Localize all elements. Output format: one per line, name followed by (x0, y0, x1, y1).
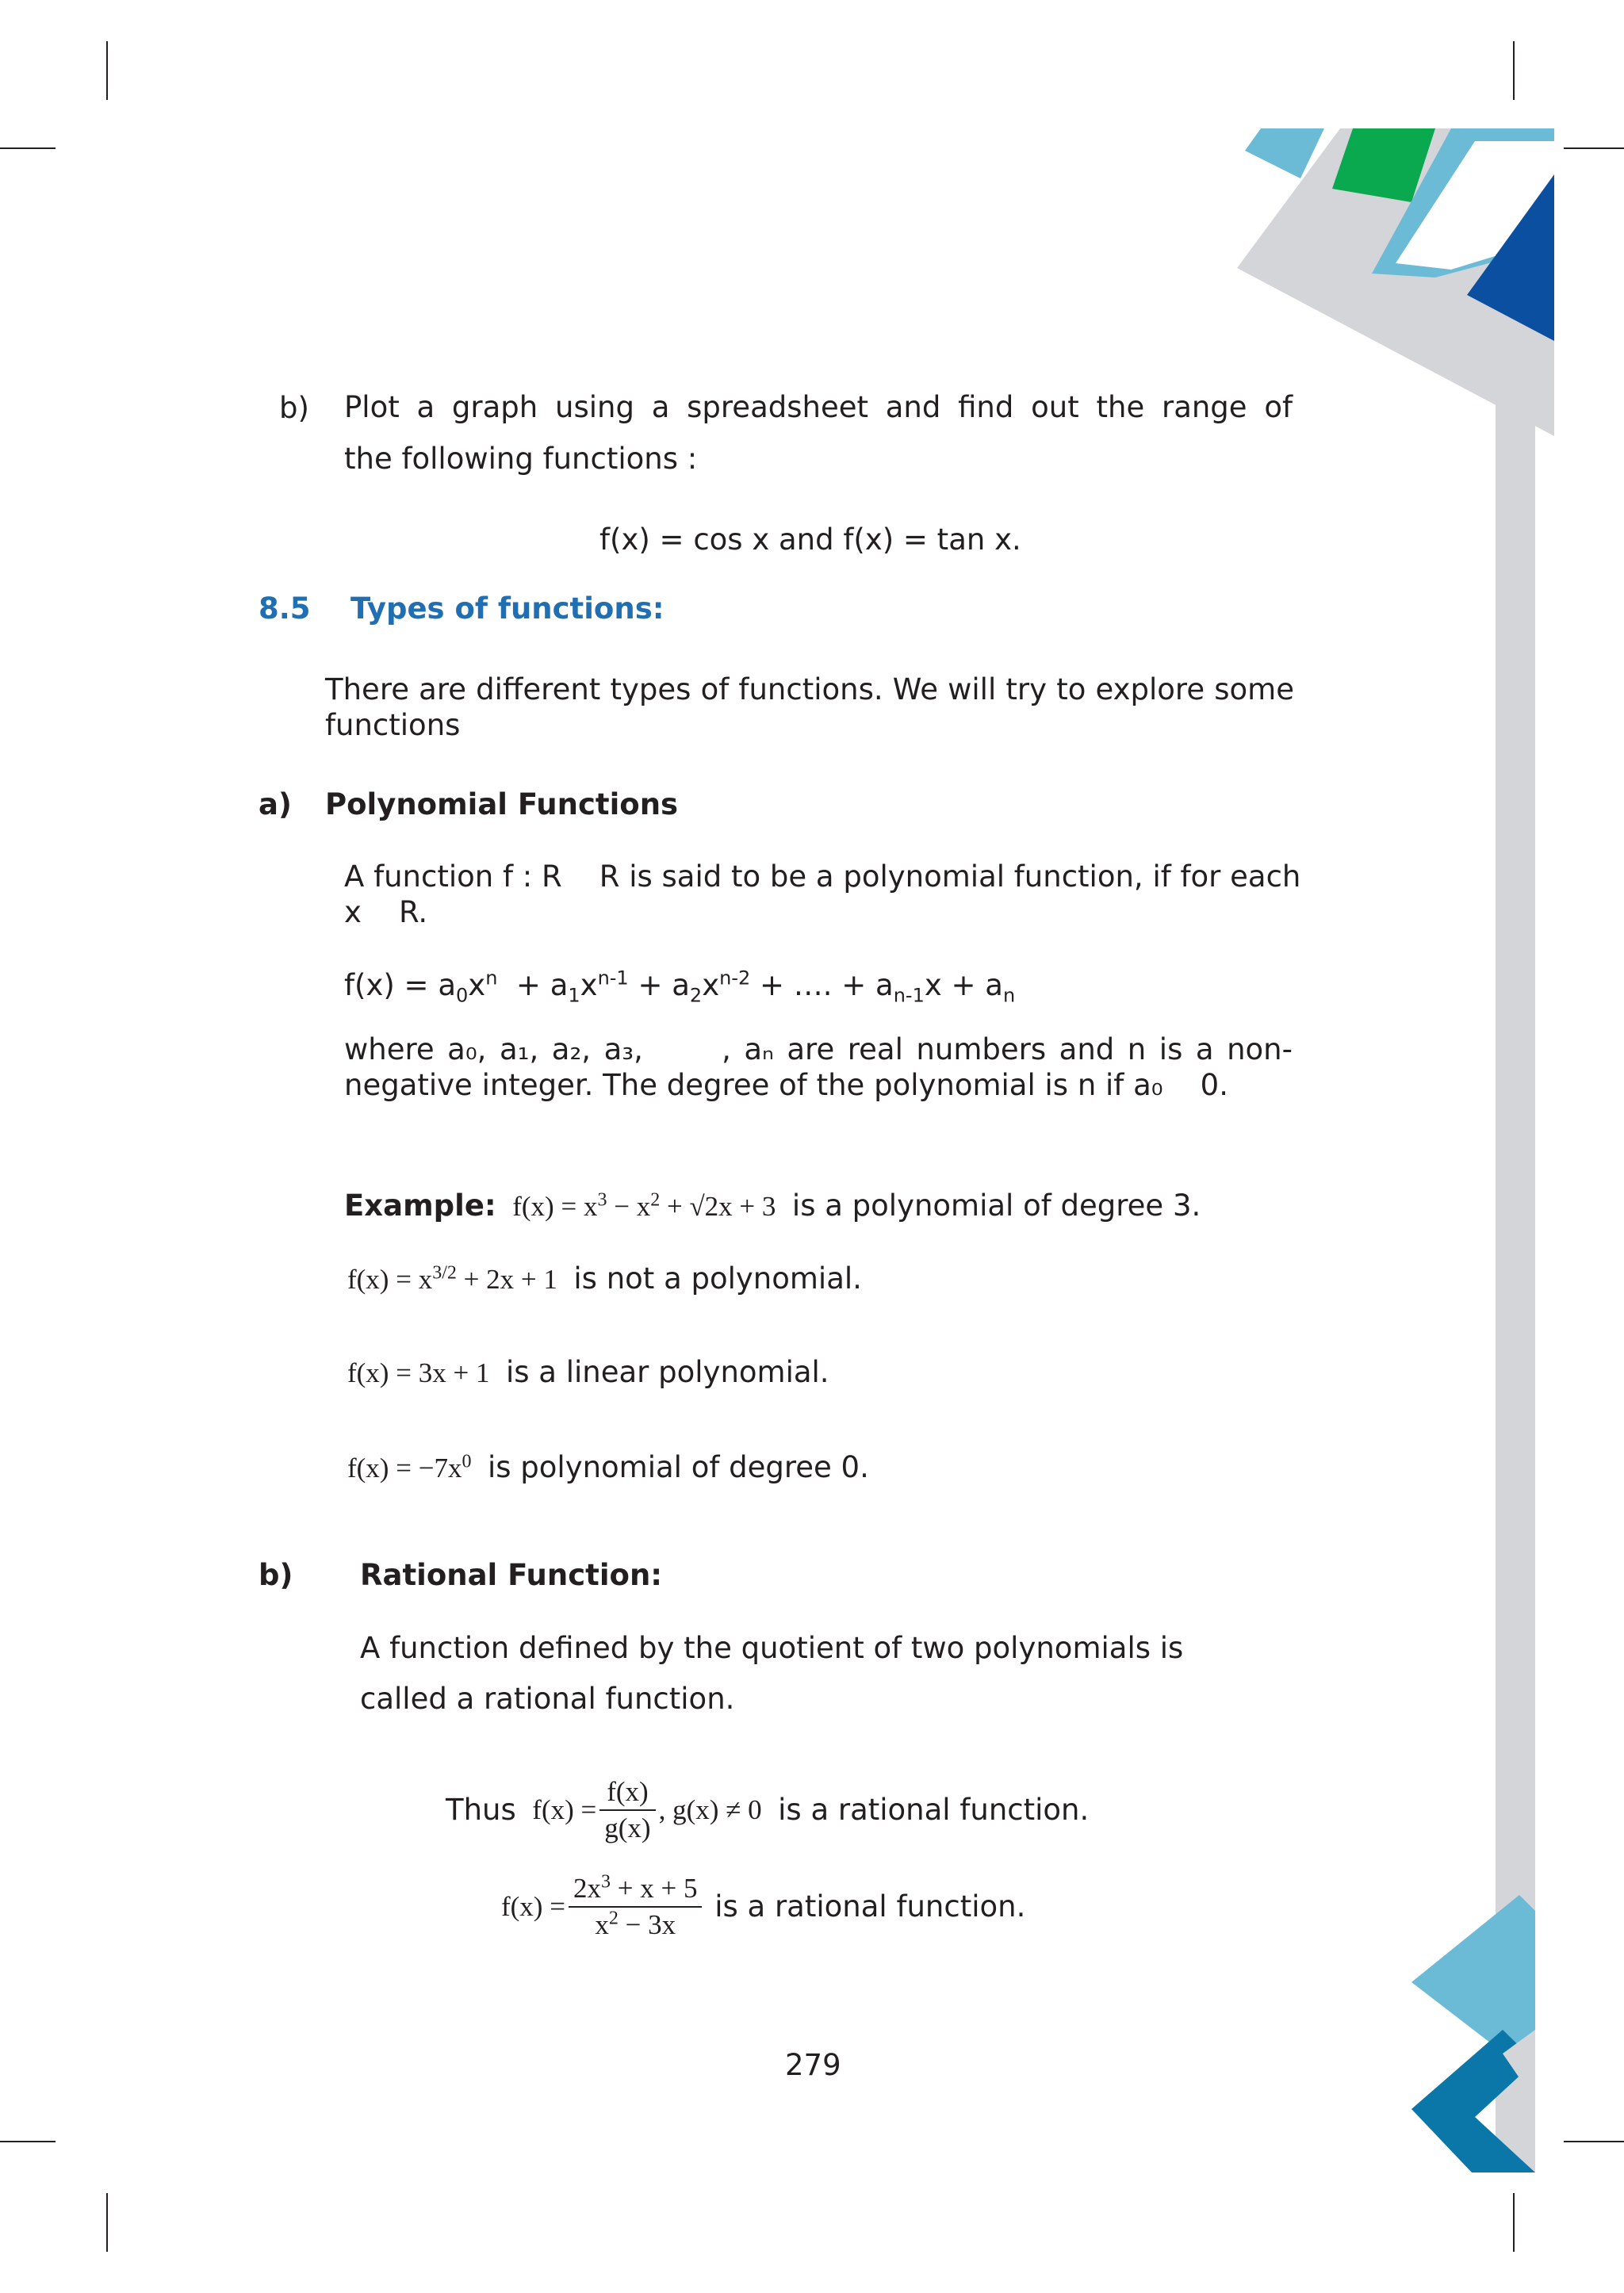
crop-mark-top-left-v (106, 41, 108, 100)
exercise-formula: f(x) = cos x and f(x) = tan x. (599, 523, 1021, 557)
polynomial-definition-line1: A function f : R R is said to be a polynomial function, if for each (344, 859, 1301, 894)
rational-example-equation: f(x) = (501, 1891, 565, 1922)
crop-mark-bottom-left-v (106, 2193, 108, 2252)
crop-mark-top-right-v (1513, 41, 1515, 100)
degree-zero-row (347, 1449, 869, 1487)
exercise-text-line2: the following functions : (344, 442, 698, 476)
polynomial-where-line2: negative integer. The degree of the polynomial is n if a₀ 0. (344, 1068, 1228, 1102)
page-number: 279 (785, 2048, 841, 2082)
rational-thus-row: Thus f(x) = $\frac{f(x)}{g(x)}$ , g(x) ≠ 0 is a rational function. (446, 1776, 1090, 1843)
crop-mark-top-left-h (0, 147, 56, 149)
example-text: is a polynomial of degree 3. (791, 1189, 1201, 1223)
exercise-text-line1: Plot a graph using a spreadsheet and find out the range of (344, 390, 1293, 424)
thus-equation: f(x) = (525, 1794, 597, 1825)
section-number: 8.5 (259, 591, 311, 626)
intro-line1: There are different types of functions. We will try to explore some (325, 672, 1294, 706)
example-label: Example: (344, 1189, 496, 1223)
rational-definition-line2: called a rational function. (360, 1682, 735, 1716)
linear-polynomial-equation: f(x) = 3x + 1 (347, 1357, 497, 1388)
crop-mark-bottom-left-h (0, 2141, 56, 2142)
degree-zero-text: is polynomial of degree 0. (487, 1450, 869, 1484)
crop-mark-bottom-right-h (1564, 2141, 1624, 2142)
polynomial-general-form: $f(x) = a_0x^n + a_1x^{n-1} + a_2x^{n-2}$ + …. + $a_{n-1}x + a_n$ (344, 967, 1016, 1007)
not-polynomial-text: is not a polynomial. (573, 1261, 862, 1296)
rational-definition-line1: A function defined by the quotient of two polynomials is (360, 1631, 1184, 1665)
not-polynomial-row (347, 1261, 862, 1298)
polynomial-example-row (344, 1188, 1201, 1225)
rational-example-row (501, 1873, 1025, 1941)
crop-mark-top-right-h (1564, 147, 1624, 149)
not-polynomial-equation: $f(x) = x^{3/2} + 2x + 1$ (347, 1262, 565, 1295)
thus-fraction: $\frac{f(x)}{g(x)}$ (599, 1776, 655, 1844)
section-title: Types of functions: (350, 591, 665, 626)
polynomial-heading: Polynomial Functions (325, 787, 679, 821)
thus-label: Thus (446, 1793, 516, 1827)
thus-text: is a rational function. (778, 1793, 1090, 1827)
degree-zero-equation: $f(x) = -7x^0$ (347, 1451, 472, 1483)
rational-example-fraction: $\frac{2x^3 + x + 5}{x^2 - 3x}$ (569, 1873, 702, 1941)
corner-decoration-top (1237, 119, 1554, 436)
polynomial-marker: a) (259, 787, 292, 821)
rational-example-text: is a rational function. (714, 1889, 1026, 1924)
linear-polynomial-text: is a linear polynomial. (505, 1355, 829, 1389)
rational-heading: Rational Function: (360, 1558, 663, 1592)
linear-polynomial-row (347, 1354, 829, 1391)
crop-mark-bottom-right-v (1513, 2193, 1515, 2252)
exercise-marker: b) (279, 391, 309, 425)
rational-marker: b) (259, 1558, 293, 1592)
corner-decoration-bottom (1411, 1895, 1538, 2172)
example-equation: $f(x) = x^3 - x^2 + √2x + 3$ (505, 1189, 783, 1222)
intro-line2: functions (325, 708, 461, 742)
polynomial-definition-line2: x R. (344, 895, 428, 929)
polynomial-where-line1: where a₀, a₁, a₂, a₃, , aₙ are real numbers and n is a non- (344, 1032, 1293, 1066)
